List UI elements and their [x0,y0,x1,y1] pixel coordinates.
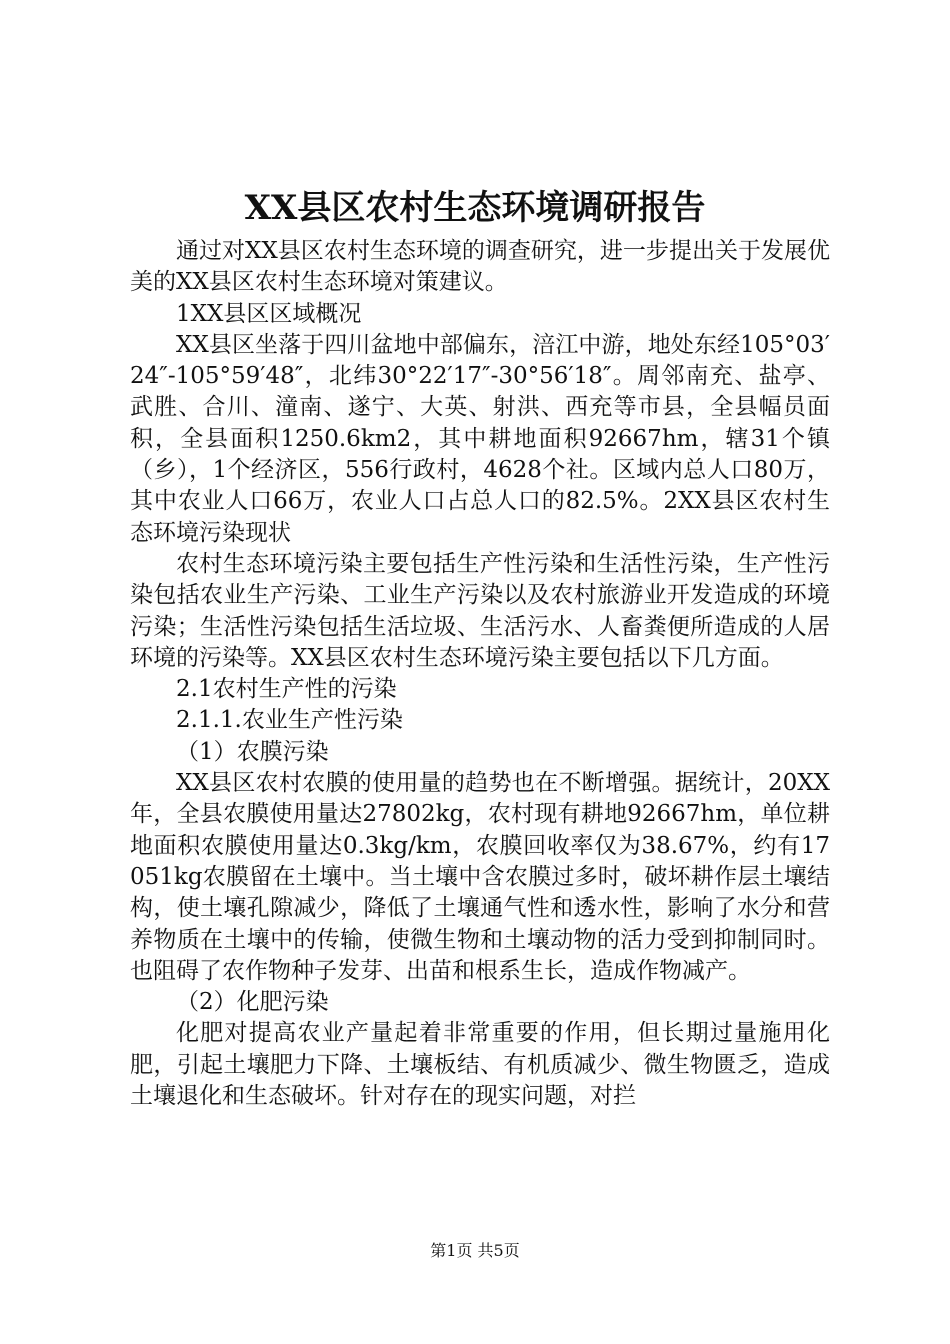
heading-fertilizer-pollution: （2）化肥污染 [176,989,329,1016]
paragraph-overview: XX县区坐落于四川盆地中部偏东，涪江中游，地处东经105°03′24″-105°59′48″，北纬30°22′17″-30°56′18″。周邻南充、盐亭、武胜、合川、潼南、遂宁、大英、射洪、西充等市县，全县幅员面积，全县面积1250.6km2，其中耕地面积92667hm，辖31个镇（乡），1个经济区，556行政村，4628个社。区域内总人口80万，其中农业人口66万，农业人口占总人口的82.5%。2XX县区农村生态环境污染现状 [130,331,830,546]
document-body [130,236,830,1112]
heading-agricultural-pollution: 2.1.1.农业生产性污染 [176,707,403,734]
paragraph-pollution-types: 农村生态环境污染主要包括生产性污染和生活性污染，生产性污染包括农业生产污染、工业生产污染以及农村旅游业开发造成的环境污染；生活性污染包括生活垃圾、生活污水、人畜粪便所造成的人居环境的污染等。XX县区农村生态环境污染主要包括以下几方面。 [130,550,830,671]
paragraph-intro: 通过对XX县区农村生态环境的调查研究，进一步提出关于发展优美的XX县区农村生态环境对策建议。 [130,238,830,296]
heading-film-pollution: （1）农膜污染 [176,738,329,765]
document-title: XX县区农村生态环境调研报告 [244,188,706,228]
heading-overview: 1XX县区区域概况 [176,300,362,327]
paragraph-film-pollution: XX县区农村农膜的使用量的趋势也在不断增强。据统计，20XX年，全县农膜使用量达27802kg，农村现有耕地92667hm，单位耕地面积农膜使用量达0.3kg/km，农膜回收率仅为38.67%，约有17051kg农膜留在土壤中。当土壤中含农膜过多时，破坏耕作层土壤结构，使土壤孔隙减少，降低了土壤通气性和透水性，影响了水分和营养物质在土壤中的传输，使微生物和土壤动物的活力受到抑制同时。也阻碍了农作物种子发芽、出苗和根系生长，造成作物减产。 [130,770,830,984]
page-number-footer: 第1页 共5页 [430,1241,520,1260]
heading-production-pollution: 2.1农村生产性的污染 [176,676,397,703]
paragraph-fertilizer-pollution: 化肥对提高农业产量起着非常重要的作用，但长期过量施用化肥，引起土壤肥力下降、土壤板结、有机质减少、微生物匮乏，造成土壤退化和生态破坏。针对存在的现实问题，对拦 [130,1020,830,1110]
